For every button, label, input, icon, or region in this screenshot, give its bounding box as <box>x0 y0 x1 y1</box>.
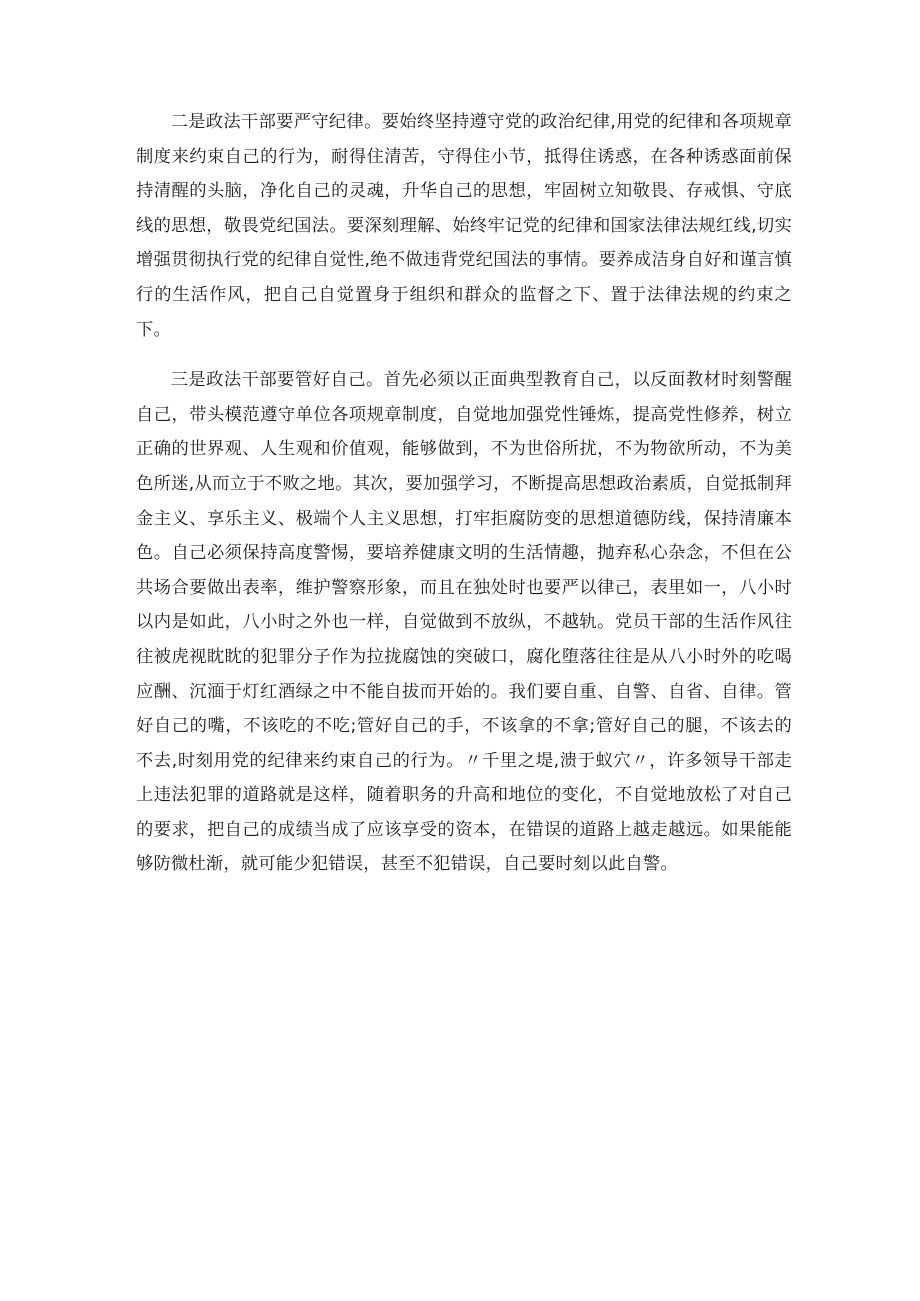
paragraph-discipline: 二是政法干部要严守纪律。要始终坚持遵守党的政治纪律,用党的纪律和各项规章制度来约束自己的行为，耐得住清苦，守得住小节，抵得住诱惑，在各种诱惑面前保持清醒的头脑，净化自己的灵魂，升华自己的思想，牢固树立知敬畏、存戒惧、守底线的思想，敬畏党纪国法。要深刻理解、始终牢记党的纪律和国家法律法规红线,切实增强贯彻执行党的纪律自觉性,绝不做违背党纪国法的事情。要养成洁身自好和谨言慎行的生活作风，把自己自觉置身于组织和群众的监督之下、置于法律法规的约束之下。 <box>136 112 792 340</box>
document-body <box>136 105 792 882</box>
paragraph-self-management: 三是政法干部要管好自己。首先必须以正面典型教育自己，以反面教材时刻警醒自己，带头模范遵守单位各项规章制度，自觉地加强党性锤炼，提高党性修养，树立正确的世界观、人生观和价值观，能够做到，不为世俗所扰，不为物欲所动，不为美色所迷,从而立于不败之地。其次，要加强学习，不断提高思想政治素质，自觉抵制拜金主义、享乐主义、极端个人主义思想，打牢拒腐防变的思想道德防线，保持清廉本色。自己必须保持高度警惕，要培养健康文明的生活情趣，抛弃私心杂念，不但在公共场合要做出表率，维护警察形象，而且在独处时也要严以律己，表里如一，八小时以内是如此，八小时之外也一样，自觉做到不放纵，不越轨。党员干部的生活作风往往被虎视眈眈的犯罪分子作为拉拢腐蚀的突破口，腐化堕落往往是从八小时外的吃喝应酬、沉湎于灯红酒绿之中不能自拔而开始的。我们要自重、自警、自省、自律。管好自己的嘴，不该吃的不吃;管好自己的手，不该拿的不拿;管好自己的腿，不该去的不去,时刻用党的纪律来约束自己的行为。〃千里之堤,溃于蚁穴〃，许多领导干部走上违法犯罪的道路就是这样，随着职务的升高和地位的变化，不自觉地放松了对自己的要求，把自己的成绩当成了应该享受的资本，在错误的道路上越走越远。如果能能够防微杜渐，就可能少犯错误，甚至不犯错误，自己要时刻以此自警。 <box>136 370 792 875</box>
